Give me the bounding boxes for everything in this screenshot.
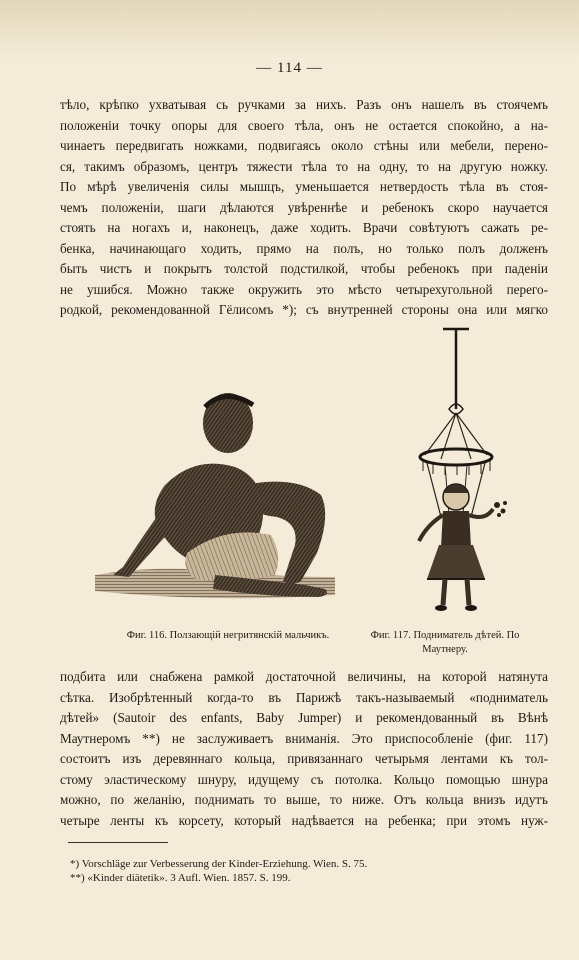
text-line: четыре ленты къ корсету, который надѣвается на ребенка; при этомъ нуж-: [60, 812, 548, 828]
paragraph-1: [60, 95, 548, 321]
text-line: подбита или снабжена рамкой достаточной величины, на которой натянута: [60, 669, 548, 684]
figure-116-caption: Фиг. 116. Ползающій негритянскій мальчикъ.: [126, 630, 330, 641]
text-line: стоять на ногахъ и, наконецъ, даже ходить. Врачи совѣтуютъ сажать ре-: [60, 220, 548, 235]
figure-117-caption: Фиг. 117. Подниматель дѣтей. По Маутнеру.: [370, 630, 520, 655]
text-line: Маутнеромъ **) не заслуживаетъ вниманія. Это приспособленіе (фиг. 117): [60, 730, 548, 746]
text-line: быть чистъ и покрытъ толстой подстилкой, чтобы ребенокъ при паденіи: [60, 261, 548, 276]
text-line: дѣтей» (Sautoir des enfants, Baby Jumper) и рекомендованный въ Вѣнѣ: [60, 710, 548, 725]
text-line: чемъ положеніи, шаги дѣлаются увѣреннѣе и ребенокъ скоро научается: [60, 199, 548, 215]
text-line: По мѣрѣ увеличенія силы мышцъ, уменьшается нетвердость тѣла въ стоя-: [60, 179, 548, 194]
figure-116-illustration: [95, 385, 335, 613]
text-line: тѣло, крѣпко ухватывая сь ручками за нихъ. Разъ онъ нашелъ въ стоячемъ: [60, 97, 548, 112]
footnotes: [70, 857, 530, 885]
text-line: стому эластическому шнуру, идущему съ потолка. Кольцо помощью шнура: [60, 771, 548, 787]
page-number: — 114 —: [256, 60, 323, 76]
paragraph-2: [60, 667, 548, 831]
text-line: родкой, рекомендованной Гёлисомъ *); съ внутренней стороны она или мягко: [60, 302, 548, 317]
text-line: положеніи точку опоры для своего тѣла, онъ не остается спокойно, а на-: [60, 117, 548, 133]
text-line: состоитъ изъ деревяннаго кольца, привязаннаго четырьмя лентами къ тол-: [60, 751, 548, 766]
text-line: сѣтка. Изобрѣтенный когда-то въ Парижѣ такъ-называемый «подниматель: [60, 689, 548, 705]
text-line: не ушибся. Можно также окружить это мѣсто четырехугольной перего-: [60, 281, 548, 297]
text-line: можно, по желанію, поднимать то выше, то ниже. Отъ кольца внизъ идутъ: [60, 792, 548, 807]
figure-117-illustration: [405, 325, 515, 617]
text-line: бенка, начинающаго ходить, прямо на полъ, но только полъ долженъ: [60, 240, 548, 256]
footnote: *) Vorschläge zur Verbesserung der Kinder-Erziehung. Wien. S. 75.: [70, 858, 368, 870]
text-line: ся, такимъ образомъ, центръ тяжести тѣла то на одну, то на другую ножку.: [60, 158, 548, 174]
footnote: **) «Kinder diätetik». 3 Aufl. Wien. 1857. S. 199.: [70, 872, 291, 884]
page-stain: [0, 0, 579, 60]
text-line: чинаетъ передвигать ножками, подвигаясь около стѣны или мебели, перено-: [60, 138, 548, 153]
footnote-divider: [68, 842, 168, 843]
